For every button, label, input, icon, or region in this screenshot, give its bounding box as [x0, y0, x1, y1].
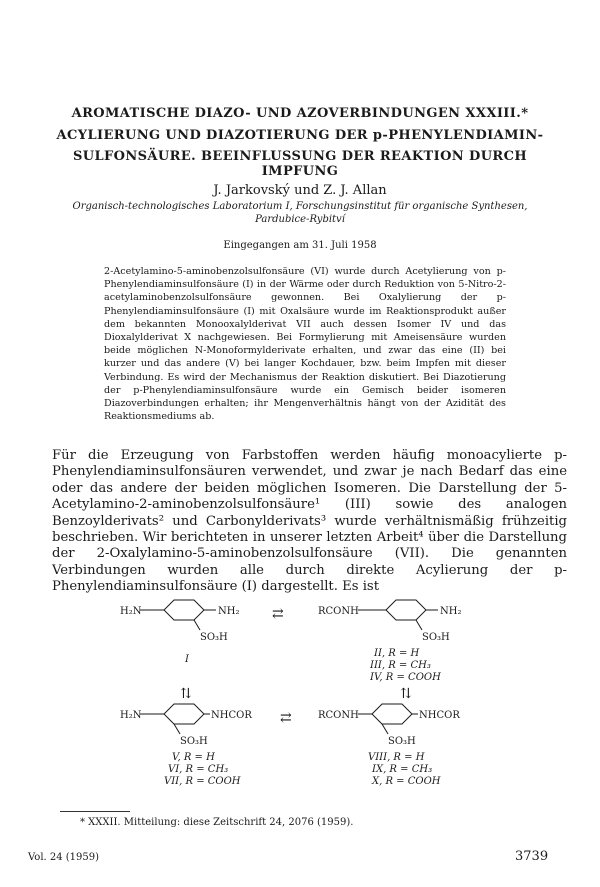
c4-def-2: IX, R = CH₃ [372, 764, 433, 775]
arrow-down-left: ⇅ [180, 686, 192, 702]
c3-sulfo-group: SO₃H [180, 736, 208, 747]
c4-sulfo-group: SO₃H [388, 736, 416, 747]
volume-label: Vol. 24 (1959) [28, 852, 100, 863]
equilibrium-arrow-bottom: ⇄ [280, 710, 292, 726]
c4-def-1: VIII, R = H [368, 752, 425, 763]
c2-right-group: NH₂ [440, 606, 462, 617]
c3-def-1: V, R = H [172, 752, 215, 763]
c4-def-3: X, R = COOH [372, 776, 441, 787]
c1-left-group: H₂N [120, 606, 142, 617]
c4-left-group: RCONH [318, 710, 359, 721]
page-number: 3739 [515, 849, 549, 864]
c1-label: I [185, 654, 189, 665]
c4-benzene-ring [372, 704, 412, 724]
arrow-down-right: ⇅ [400, 686, 412, 702]
c3-def-2: VI, R = CH₃ [168, 764, 229, 775]
c2-def-2: III, R = CH₃ [370, 660, 431, 671]
compound-viii-x [318, 704, 460, 787]
c3-def-3: VII, R = COOH [164, 776, 241, 787]
compound-v-vii [120, 704, 252, 787]
title-line-3: SULFONSÄURE. BEEINFLUSSUNG DER REAKTION DURCH IMPFUNG [72, 149, 528, 179]
equilibrium-arrow-top: ⇄ [272, 606, 284, 622]
affiliation [40, 200, 560, 226]
received-date: Eingegangen am 31. Juli 1958 [223, 240, 377, 251]
c2-def-1: II, R = H [374, 648, 420, 659]
c1-sulfo-group: SO₃H [200, 632, 228, 643]
c2-benzene-ring [386, 600, 426, 620]
footnote: * XXXII. Mitteilung: diese Zeitschrift 24, 2076 (1959). [80, 817, 354, 828]
c2-def-3: IV, R = COOH [370, 672, 441, 683]
c3-right-group: NHCOR [211, 710, 252, 721]
compound-i [120, 600, 239, 665]
affiliation-line-1: Organisch-technologisches Laboratorium I, Forschungsinstitut für organische Synthesen, [72, 201, 528, 212]
c2-left-group: RCONH [318, 606, 359, 617]
compound-ii-iv [318, 600, 461, 683]
authors: J. Jarkovský und Z. J. Allan [213, 183, 387, 198]
abstract: 2-Acetylamino-5-aminobenzolsulfonsäure (VI) wurde durch Acetylierung von p-Phenylendiaminsulfonsäure (I) in der Wärme oder durch Reduktion von 5-Nitro-2-acetylaminobenzolsulfonsäure gewonnen. Bei Oxalylierung der p-Phenylendiaminsulfonsäure (I) mit Oxalsäure wurde im Reaktionsprodukt außer dem bekannten Monooxalylderivat VII auch dessen Isomer IV und das Dioxalylderivat X nachgewiesen. Bei Formylierung mit Ameisensäure wurden beide möglichen N-Monoformylderivate erhalten, und zwar das eine (II) bei kurzer und das andere (V) bei langer Kochdauer, bzw. beim Impfen mit dieser Verbindung. Es wird der Mechanismus der Reaktion diskutiert. Bei Diazotierung der p-Phenylendiaminsulfonsäure wurde ein Gemisch beider isomeren Diazoverbindungen erhalten; ihr Mengenverhältnis hängt von der Azidität des Reaktionsmediums ab. [104, 266, 506, 423]
footnote-divider [60, 811, 130, 812]
affiliation-line-2: Pardubice-Rybitví [255, 214, 345, 225]
title-line-2: ACYLIERUNG UND DIAZOTIERUNG DER p-PHENYLENDIAMIN- [56, 128, 544, 143]
body-paragraph: Für die Erzeugung von Farbstoffen werden häufig monoacylierte p-Phenylendiaminsulfonsäuren verwendet, und zwar je nach Bedarf das eine oder das andere der beiden möglichen Isomeren. Die Darstellung der 5-Acetylamino-2-aminobenzolsulfonsäure¹ (III) sowie des analogen Benzoylderivats² und Carbonylderivats³ wurde verhältnismäßig frühzeitig beschrieben. Wir berichteten in unserer letzten Arbeit⁴ über die Darstellung der 2-Oxalylamino-5-aminobenzolsulfonsäure (VII). Die genannten Verbindungen wurden alle durch direkte Acylierung der p-Phenylendiaminsulfonsäure (I) dargestellt. Es ist [52, 448, 567, 595]
title-line-1: AROMATISCHE DIAZO- UND AZOVERBINDUNGEN XXXIII.* [71, 106, 529, 121]
reaction-scheme [0, 586, 600, 806]
c1-right-group: NH₂ [218, 606, 240, 617]
c3-benzene-ring [164, 704, 204, 724]
c4-right-group: NHCOR [419, 710, 460, 721]
c3-left-group: H₂N [120, 710, 142, 721]
c1-benzene-ring [164, 600, 204, 620]
c2-sulfo-group: SO₃H [422, 632, 450, 643]
